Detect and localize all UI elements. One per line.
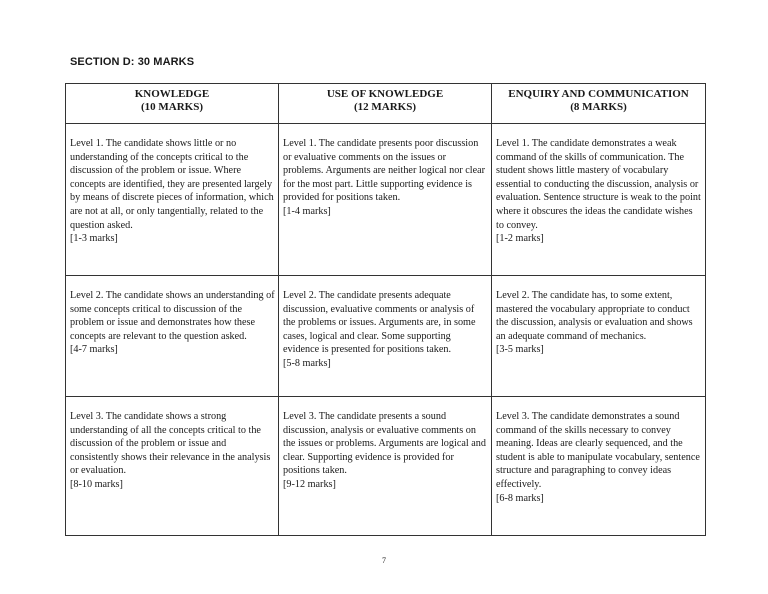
marking-rubric-table [65,83,706,536]
marks-range: [5-8 marks] [283,357,331,369]
level-description: Level 3. The candidate demonstrates a sound command of the skills necessary to convey meaning. Ideas are clearly sequenced, and the student is able to manipulate vocabulary, sentence structure and paragraphing to convey ideas effectively. [496,411,700,490]
column-header-enquiry-communication [492,84,706,124]
rubric-cell [279,276,492,397]
level-description: Level 2. The candidate shows an understanding of some concepts critical to discussion of the problem or issue and demonstrates how these concepts are relevant to the question asked. [70,290,275,342]
level-description: Level 3. The candidate presents a sound discussion, analysis or evaluative comments on the issues or problems. Arguments are logical and clear. Supporting evidence is provided for positions taken. [283,411,486,477]
column-marks: (10 MARKS) [140,101,204,113]
column-title: ENQUIRY AND COMMUNICATION [508,88,689,100]
marks-range: [8-10 marks] [70,478,123,490]
column-marks: (8 MARKS) [570,101,627,113]
level-description: Level 2. The candidate presents adequate discussion, evaluative comments or analysis of the problems or issues. Arguments are, in some cases, logical and clear. Some supporting evidence is presented for positions taken. [283,290,476,356]
rubric-row-level-3 [66,397,706,536]
rubric-cell [66,124,279,276]
rubric-header-row [66,84,706,124]
rubric-cell [492,276,706,397]
marks-range: [1-2 marks] [496,233,544,245]
column-header-knowledge [66,84,279,124]
column-header-use-of-knowledge [279,84,492,124]
marks-range: [3-5 marks] [496,344,544,356]
rubric-row-level-2 [66,276,706,397]
rubric-cell [279,397,492,536]
level-description: Level 1. The candidate demonstrates a weak command of the skills of communication. The student shows little mastery of vocabulary essential to conducting the discussion, analysis or evaluation. Sentence structure is weak to the point where it obscures the ideas the candidate wishes to convey. [496,138,701,231]
marks-range: [4-7 marks] [70,344,118,356]
column-marks: (12 MARKS) [353,101,417,113]
level-description: Level 3. The candidate shows a strong understanding of all the concepts critical to the discussion of the problem or issue and consistently shows their relevance in the analysis or evaluation. [70,411,271,477]
marks-range: [6-8 marks] [496,492,544,504]
rubric-row-level-1 [66,124,706,276]
level-description: Level 1. The candidate presents poor discussion or evaluative comments on the issues or problems. Arguments are neither logical nor clear for the most part. Little supporting evidence is provided for positions taken. [283,138,486,204]
rubric-cell [279,124,492,276]
column-title: USE OF KNOWLEDGE [326,88,444,100]
rubric-cell [492,397,706,536]
section-title: SECTION D: 30 MARKS [70,56,195,68]
marks-range: [9-12 marks] [283,478,336,490]
marks-range: [1-3 marks] [70,233,118,245]
marks-range: [1-4 marks] [283,205,331,217]
rubric-cell [66,397,279,536]
page-number: 7 [382,556,386,565]
rubric-cell [492,124,706,276]
rubric-cell [66,276,279,397]
level-description: Level 2. The candidate has, to some extent, mastered the vocabulary appropriate to conduct the discussion, analysis or evaluation and shows an adequate command of mechanics. [496,290,693,342]
level-description: Level 1. The candidate shows little or no understanding of the concepts critical to the discussion of the problem or issue. Where concepts are identified, they are presented largely by means of discrete pieces of information, which are not at all, or only tangentially, related to the question asked. [70,138,274,231]
column-title: KNOWLEDGE [134,88,210,100]
